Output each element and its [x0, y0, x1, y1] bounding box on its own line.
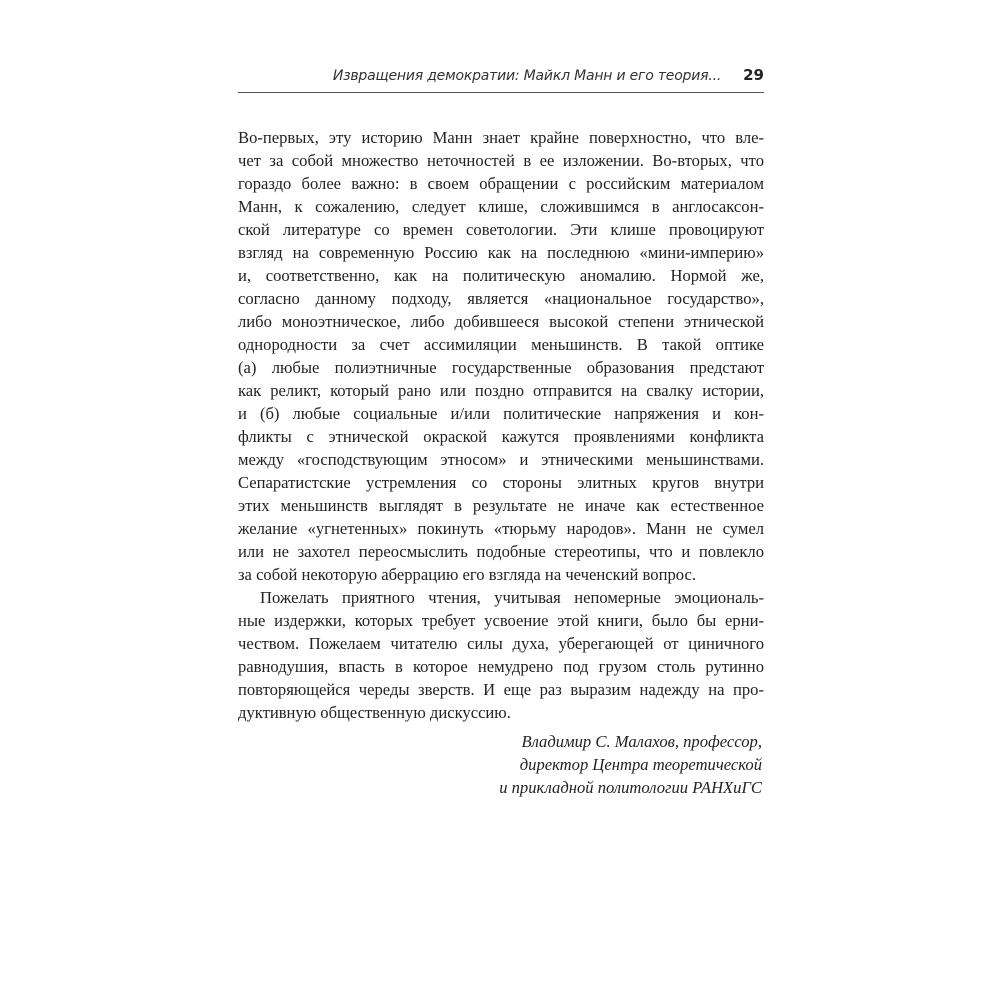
text-line: ные издержки, которых требует усвоение этой книги, было бы ерни- [238, 611, 764, 630]
paragraph-1 [238, 126, 764, 586]
text-line: Сепаратистские устремления со стороны элитных кругов внутри [238, 473, 764, 492]
body-text [238, 126, 764, 724]
text-line: Пожелать приятного чтения, учитывая непомерные эмоциональ- [260, 588, 764, 607]
page-number: 29 [743, 66, 764, 84]
book-page [238, 66, 764, 799]
text-line: чет за собой множество неточностей в ее изложении. Во-вторых, что [238, 151, 764, 170]
text-line: фликты с этнической окраской кажутся проявлениями конфликта [238, 427, 764, 446]
text-line: взгляд на современную Россию как на последнюю «мини-империю» [238, 243, 764, 262]
text-line: дуктивную общественную дискуссию. [238, 703, 511, 722]
paragraph-2 [238, 586, 764, 724]
text-line: или не захотел переосмыслить подобные стереотипы, что и повлекло [238, 542, 764, 561]
text-line: равнодушия, впасть в которое немудрено под грузом столь рутинно [238, 657, 764, 676]
text-line: за собой некоторую аберрацию его взгляда на чеченский вопрос. [238, 565, 696, 584]
text-line: Манн, к сожалению, следует клише, сложившимся в англосаксон- [238, 197, 764, 216]
text-line: желание «угнетенных» покинуть «тюрьму народов». Манн не сумел [238, 519, 764, 538]
text-line: чеством. Пожелаем читателю силы духа, уберегающей от циничного [238, 634, 764, 653]
text-line: этих меньшинств выглядят в результате не иначе как естественное [238, 496, 764, 515]
text-line: ской литературе со времен советологии. Эти клише провоцируют [238, 220, 764, 239]
text-line: между «господствующим этносом» и этническими меньшинствами. [238, 450, 764, 469]
text-line: повторяющейся череды зверств. И еще раз выразим надежду на про- [238, 680, 764, 699]
text-line: однородности за счет ассимиляции меньшинств. В такой оптике [238, 335, 764, 354]
author-signature [238, 730, 764, 799]
text-line: и, соответственно, как на политическую аномалию. Нормой же, [238, 266, 764, 285]
running-header-title: Извращения демократии: Майкл Манн и его теория... [332, 68, 722, 84]
signature-line: и прикладной политологии РАНХиГС [499, 778, 762, 797]
signature-line: Владимир С. Малахов, профессор, [521, 732, 762, 751]
text-line: (а) любые полиэтничные государственные образования предстают [238, 358, 764, 377]
text-line: либо моноэтническое, либо добившееся высокой степени этнической [238, 312, 764, 331]
text-line: и (б) любые социальные и/или политические напряжения и кон- [238, 404, 764, 423]
text-line: согласно данному подходу, является «национальное государство», [238, 289, 764, 308]
running-header [238, 66, 764, 93]
text-line: гораздо более важно: в своем обращении с российским материалом [238, 174, 764, 193]
text-line: Во-первых, эту историю Манн знает крайне поверхностно, что вле- [238, 128, 764, 147]
text-line: как реликт, который рано или поздно отправится на свалку истории, [238, 381, 764, 400]
signature-line: директор Центра теоретической [519, 755, 762, 774]
